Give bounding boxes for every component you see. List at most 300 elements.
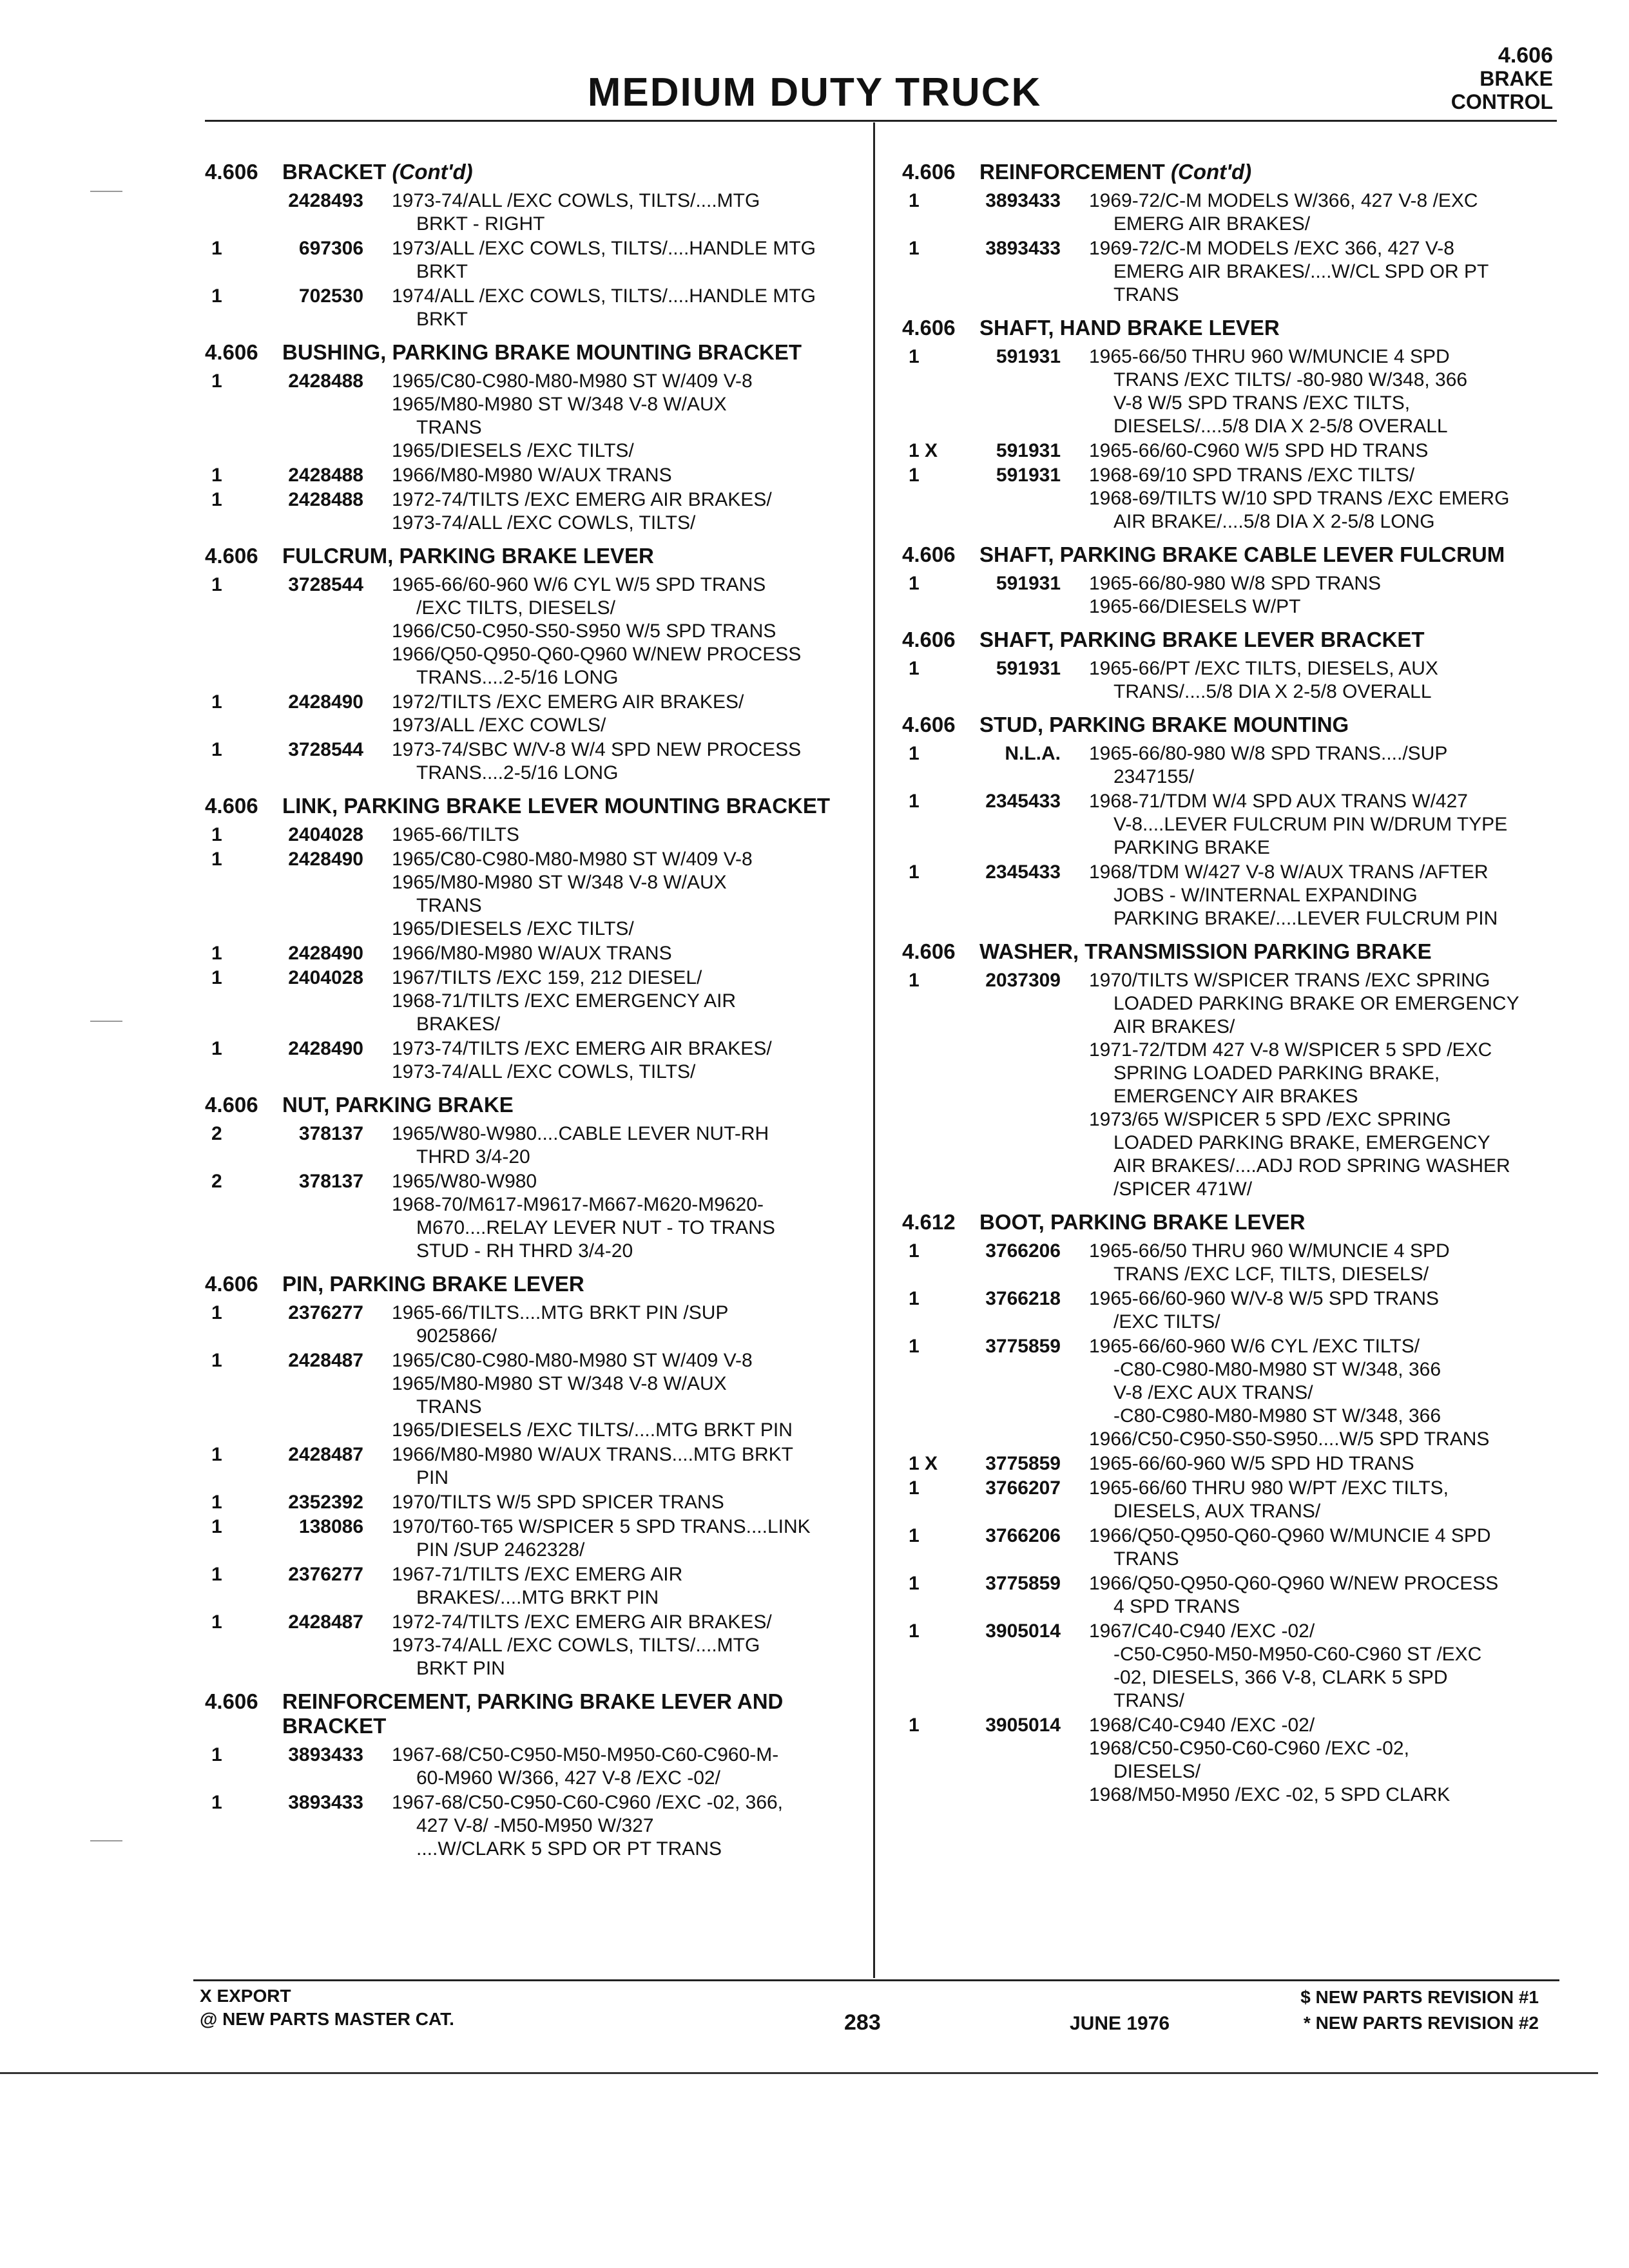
section-name: NUT, PARKING BRAKE — [282, 1093, 514, 1117]
part-number: 3728544 — [288, 739, 363, 760]
application-description — [1089, 189, 1585, 236]
section-heading — [205, 1272, 856, 1296]
description-line: 1966/M80-M980 W/AUX TRANS....MTG BRKT — [392, 1444, 793, 1465]
quantity: 1 — [211, 691, 222, 713]
description-line: 1973-74/ALL /EXC COWLS, TILTS/....MTG — [392, 1635, 760, 1656]
description-line: 1973-74/ALL /EXC COWLS, TILTS/....MTG — [392, 190, 760, 211]
section-heading — [902, 316, 1585, 340]
section-heading — [902, 543, 1585, 567]
description-line: -C80-C980-M80-M980 ST W/348, 366 — [1113, 1405, 1441, 1427]
description-line: M670....RELAY LEVER NUT - TO TRANS — [416, 1217, 775, 1238]
description-line: -C80-C980-M80-M980 ST W/348, 366 — [1113, 1359, 1441, 1380]
application-description — [392, 1037, 856, 1084]
description-line: 1966/Q50-Q950-Q60-Q960 W/MUNCIE 4 SPD — [1089, 1525, 1491, 1546]
description-line: 9025866/ — [416, 1325, 497, 1347]
legend-master-cat: @ NEW PARTS MASTER CAT. — [200, 2009, 454, 2029]
parts-section — [205, 544, 856, 785]
quantity: 2 — [211, 1123, 222, 1144]
section-heading — [205, 1689, 856, 1738]
part-entry — [902, 1335, 1585, 1451]
section-name: WASHER, TRANSMISSION PARKING BRAKE — [979, 939, 1432, 963]
part-entry — [902, 237, 1585, 307]
quantity: 1 — [211, 285, 222, 307]
application-description — [392, 1302, 856, 1348]
description-line: EMERG AIR BRAKES/....W/CL SPD OR PT — [1113, 261, 1489, 282]
description-line: 1970/T60-T65 W/SPICER 5 SPD TRANS....LINK — [392, 1516, 811, 1537]
description-line: 1965/M80-M980 ST W/348 V-8 W/AUX — [392, 394, 727, 415]
description-line: /EXC TILTS, DIESELS/ — [416, 597, 615, 619]
part-entry — [902, 439, 1585, 463]
description-line: TRANS....2-5/16 LONG — [416, 667, 619, 688]
quantity: 2 — [211, 1171, 222, 1192]
quantity: 1 — [211, 943, 222, 964]
section-name-wrap — [282, 1093, 856, 1117]
part-number: 2345433 — [985, 861, 1061, 883]
continued-label: (Cont'd) — [392, 160, 473, 184]
description-line: 1965-66/60-960 W/5 SPD HD TRANS — [1089, 1453, 1414, 1474]
application-description — [1089, 345, 1585, 438]
part-entry — [902, 1452, 1585, 1475]
parts-section — [205, 794, 856, 1084]
section-name: SHAFT, PARKING BRAKE CABLE LEVER FULCRUM — [979, 543, 1505, 566]
quantity: 1 — [211, 824, 222, 845]
part-entry — [205, 848, 856, 941]
part-entry — [902, 345, 1585, 438]
part-number: 591931 — [996, 658, 1061, 679]
application-description — [1089, 1477, 1585, 1523]
description-line: 1965/DIESELS /EXC TILTS/ — [392, 918, 634, 939]
section-number: 4.606 — [205, 794, 258, 818]
description-line: 1965-66/DIESELS W/PT — [1089, 596, 1301, 617]
description-line: TRANS/ — [1113, 1690, 1185, 1711]
description-line: STUD - RH THRD 3/4-20 — [416, 1240, 633, 1262]
part-number: 591931 — [996, 573, 1061, 594]
quantity: 1 — [211, 1611, 222, 1633]
quantity: 1 X — [909, 440, 938, 461]
description-line: 1973-74/SBC W/V-8 W/4 SPD NEW PROCESS — [392, 739, 802, 760]
description-line: BRAKES/ — [416, 1014, 501, 1035]
part-number: 3766218 — [985, 1288, 1061, 1309]
section-name-wrap — [979, 543, 1585, 567]
application-description — [392, 1122, 856, 1169]
description-line: V-8....LEVER FULCRUM PIN W/DRUM TYPE — [1113, 814, 1508, 835]
section-number: 4.612 — [902, 1210, 956, 1234]
parts-section — [205, 1093, 856, 1263]
part-number: 3775859 — [985, 1336, 1061, 1357]
description-line: 1967-71/TILTS /EXC EMERG AIR — [392, 1564, 683, 1585]
part-entry — [205, 573, 856, 689]
section-name-wrap — [282, 1689, 856, 1738]
parts-section — [902, 160, 1585, 307]
section-number: 4.606 — [902, 543, 956, 566]
description-line: BRKT - RIGHT — [416, 213, 545, 235]
section-name-wrap — [979, 939, 1585, 964]
parts-section — [902, 628, 1585, 704]
application-description — [392, 1791, 856, 1861]
application-description — [1089, 464, 1585, 533]
description-line: 1973-74/TILTS /EXC EMERG AIR BRAKES/ — [392, 1038, 772, 1059]
part-entry — [205, 1170, 856, 1263]
description-line: V-8 /EXC AUX TRANS/ — [1113, 1382, 1313, 1403]
part-number: 3775859 — [985, 1573, 1061, 1594]
description-line: 1966/M80-M980 W/AUX TRANS — [392, 465, 672, 486]
application-description — [1089, 1572, 1585, 1619]
description-line: BRKT — [416, 309, 468, 330]
quantity: 1 — [909, 573, 920, 594]
quantity: 1 — [211, 1516, 222, 1537]
section-number: 4.606 — [902, 713, 956, 736]
part-number: 2428488 — [288, 370, 363, 392]
continued-label: (Cont'd) — [1171, 160, 1252, 184]
description-line: 1965-66/60-C960 W/5 SPD HD TRANS — [1089, 440, 1429, 461]
description-line: 1965/DIESELS /EXC TILTS/....MTG BRKT PIN — [392, 1419, 793, 1441]
application-description — [1089, 969, 1585, 1201]
application-description — [1089, 861, 1585, 930]
description-line: 1972-74/TILTS /EXC EMERG AIR BRAKES/ — [392, 489, 772, 510]
section-name-wrap — [282, 794, 856, 818]
part-entry — [902, 657, 1585, 704]
part-entry — [205, 1037, 856, 1084]
section-heading — [902, 939, 1585, 964]
description-line: 1971-72/TDM 427 V-8 W/SPICER 5 SPD /EXC — [1089, 1039, 1492, 1061]
section-heading — [205, 544, 856, 568]
application-description — [1089, 1714, 1585, 1807]
section-name: SHAFT, HAND BRAKE LEVER — [979, 316, 1280, 340]
description-line: AIR BRAKES/....ADJ ROD SPRING WASHER — [1113, 1155, 1510, 1177]
part-number: 2428488 — [288, 489, 363, 510]
part-number: 3766206 — [985, 1240, 1061, 1262]
section-name: BUSHING, PARKING BRAKE MOUNTING BRACKET — [282, 340, 802, 364]
part-number: 702530 — [298, 285, 363, 307]
section-heading — [902, 1210, 1585, 1235]
part-number: 3728544 — [288, 574, 363, 595]
page-title: MEDIUM DUTY TRUCK — [587, 70, 1042, 115]
quantity: 1 — [909, 861, 920, 883]
description-line: ....W/CLARK 5 SPD OR PT TRANS — [416, 1838, 722, 1860]
description-line: 1973/ALL /EXC COWLS/ — [392, 715, 606, 736]
section-name-wrap — [282, 160, 856, 184]
part-entry — [902, 861, 1585, 930]
description-line: 1965/DIESELS /EXC TILTS/ — [392, 440, 634, 461]
part-entry — [902, 969, 1585, 1201]
part-entry — [902, 189, 1585, 236]
part-number: 2376277 — [288, 1564, 363, 1585]
application-description — [1089, 657, 1585, 704]
section-name-wrap — [282, 340, 856, 365]
description-line: 1965-66/60 THRU 980 W/PT /EXC TILTS, — [1089, 1477, 1449, 1499]
parts-section — [902, 1210, 1585, 1807]
parts-section — [205, 1689, 856, 1861]
section-name: FULCRUM, PARKING BRAKE LEVER — [282, 544, 654, 568]
quantity: 1 — [211, 1302, 222, 1323]
part-number: 2428493 — [288, 190, 363, 211]
application-description — [392, 573, 856, 689]
description-line: 1965-66/60-960 W/6 CYL W/5 SPD TRANS — [392, 574, 766, 595]
part-entry — [205, 237, 856, 284]
description-line: TRANS/....5/8 DIA X 2-5/8 OVERALL — [1113, 681, 1432, 702]
part-number: 591931 — [996, 465, 1061, 486]
description-line: TRANS — [416, 1396, 482, 1418]
description-line: 1966/C50-C950-S50-S950 W/5 SPD TRANS — [392, 620, 776, 642]
catalog-date: JUNE 1976 — [1070, 2013, 1170, 2034]
application-description — [1089, 1620, 1585, 1713]
description-line: AIR BRAKE/....5/8 DIA X 2-5/8 LONG — [1113, 511, 1435, 532]
application-description — [392, 1563, 856, 1610]
part-number: 138086 — [298, 1516, 363, 1537]
part-number: 3905014 — [985, 1715, 1061, 1736]
section-name: BOOT, PARKING BRAKE LEVER — [979, 1210, 1306, 1234]
description-line: 1965-66/TILTS — [392, 824, 519, 845]
revision-2: * NEW PARTS REVISION #2 — [1303, 2013, 1539, 2033]
description-line: 4 SPD TRANS — [1113, 1596, 1240, 1617]
section-name-wrap — [979, 316, 1585, 340]
application-description — [1089, 237, 1585, 307]
part-number: 2428490 — [288, 691, 363, 713]
application-description — [392, 1515, 856, 1562]
part-number: N.L.A. — [1005, 743, 1061, 764]
description-line: 1973/ALL /EXC COWLS, TILTS/....HANDLE MTG — [392, 238, 816, 259]
description-line: 1967/TILTS /EXC 159, 212 DIESEL/ — [392, 967, 702, 988]
footer-legend — [200, 1984, 454, 2031]
description-line: 1966/C50-C950-S50-S950....W/5 SPD TRANS — [1089, 1428, 1490, 1450]
description-line: EMERGENCY AIR BRAKES — [1113, 1086, 1358, 1107]
part-entry — [205, 1611, 856, 1680]
description-line: -C50-C950-M50-M950-C60-C960 ST /EXC — [1113, 1644, 1482, 1665]
section-name-wrap — [979, 628, 1585, 652]
part-entry — [902, 1572, 1585, 1619]
bottom-rule — [0, 2072, 1598, 2074]
part-entry — [205, 1744, 856, 1790]
description-line: 1968-69/10 SPD TRANS /EXC TILTS/ — [1089, 465, 1415, 486]
part-entry — [902, 790, 1585, 860]
quantity: 1 — [211, 1444, 222, 1465]
quantity: 1 — [909, 238, 920, 259]
part-entry — [902, 572, 1585, 619]
part-entry — [902, 1287, 1585, 1334]
description-line: 1965-66/TILTS....MTG BRKT PIN /SUP — [392, 1302, 729, 1323]
description-line: 1965-66/80-980 W/8 SPD TRANS — [1089, 573, 1382, 594]
quantity: 1 — [909, 970, 920, 991]
part-number: 2428488 — [288, 465, 363, 486]
quantity: 1 — [211, 489, 222, 510]
quantity: 1 — [211, 1792, 222, 1813]
application-description — [1089, 1452, 1585, 1475]
part-number: 2037309 — [985, 970, 1061, 991]
section-name: REINFORCEMENT, PARKING BRAKE LEVER AND BRACKET — [282, 1689, 784, 1738]
quantity: 1 — [909, 1525, 920, 1546]
description-line: 1965-66/50 THRU 960 W/MUNCIE 4 SPD — [1089, 346, 1450, 367]
section-number: 4.606 — [205, 1689, 258, 1713]
description-line: 1972/TILTS /EXC EMERG AIR BRAKES/ — [392, 691, 744, 713]
header-rule — [205, 120, 1557, 122]
application-description — [1089, 1287, 1585, 1334]
quantity: 1 — [211, 1744, 222, 1765]
part-entry — [205, 1302, 856, 1348]
part-number: 591931 — [996, 346, 1061, 367]
application-description — [392, 1491, 856, 1514]
quantity: 1 — [211, 574, 222, 595]
description-line: PIN — [416, 1467, 449, 1488]
description-line: TRANS....2-5/16 LONG — [416, 762, 619, 783]
description-line: TRANS — [1113, 284, 1179, 305]
quantity: 1 — [909, 1477, 920, 1499]
application-description — [1089, 742, 1585, 789]
part-entry — [205, 464, 856, 487]
section-number: 4.606 — [205, 340, 258, 364]
application-description — [392, 942, 856, 965]
part-number: 2428490 — [288, 849, 363, 870]
application-description — [392, 1744, 856, 1790]
quantity: 1 — [211, 1492, 222, 1513]
part-entry — [205, 1563, 856, 1610]
part-entry — [205, 1349, 856, 1442]
section-name: SHAFT, PARKING BRAKE LEVER BRACKET — [979, 628, 1425, 651]
part-entry — [205, 1122, 856, 1169]
quantity: 1 — [909, 1573, 920, 1594]
description-line: 1967/C40-C940 /EXC -02/ — [1089, 1620, 1315, 1642]
margin-mark — [90, 191, 122, 192]
description-line: 1966/Q50-Q950-Q60-Q960 W/NEW PROCESS — [392, 644, 802, 665]
application-description — [392, 464, 856, 487]
part-entry — [902, 464, 1585, 533]
description-line: 1972-74/TILTS /EXC EMERG AIR BRAKES/ — [392, 1611, 772, 1633]
description-line: -02, DIESELS, 366 V-8, CLARK 5 SPD — [1113, 1667, 1448, 1688]
quantity: 1 — [211, 739, 222, 760]
legend-export: X EXPORT — [200, 1986, 291, 2006]
quantity: 1 — [211, 967, 222, 988]
description-line: 1968/TDM W/427 V-8 W/AUX TRANS /AFTER — [1089, 861, 1489, 883]
description-line: 1965/W80-W980 — [392, 1171, 537, 1192]
part-number: 2376277 — [288, 1302, 363, 1323]
description-line: 1965/W80-W980....CABLE LEVER NUT-RH — [392, 1123, 769, 1144]
quantity: 1 — [909, 1620, 920, 1642]
quantity: 1 — [909, 1288, 920, 1309]
section-number: 4.606 — [205, 544, 258, 568]
description-line: TRANS — [1113, 1548, 1179, 1570]
right-column — [902, 157, 1585, 1816]
part-number: 2352392 — [288, 1492, 363, 1513]
application-description — [1089, 439, 1585, 463]
section-name-wrap — [282, 1272, 856, 1296]
description-line: 1966/M80-M980 W/AUX TRANS — [392, 943, 672, 964]
part-entry — [902, 1714, 1585, 1807]
description-line: 427 V-8/ -M50-M950 W/327 — [416, 1815, 654, 1836]
description-line: TRANS /EXC TILTS/ -80-980 W/348, 366 — [1113, 369, 1468, 390]
part-number: 2428487 — [288, 1350, 363, 1371]
application-description — [392, 1170, 856, 1263]
part-number: 2428487 — [288, 1444, 363, 1465]
section-name: BRACKET — [282, 160, 387, 184]
description-line: PIN /SUP 2462328/ — [416, 1539, 585, 1561]
part-number: 2428487 — [288, 1611, 363, 1633]
section-heading — [205, 160, 856, 184]
column-divider — [873, 122, 875, 1978]
description-line: 1968-71/TILTS /EXC EMERGENCY AIR — [392, 990, 737, 1012]
description-line: THRD 3/4-20 — [416, 1146, 530, 1168]
quantity: 1 — [909, 465, 920, 486]
description-line: PARKING BRAKE/....LEVER FULCRUM PIN — [1113, 908, 1498, 929]
application-description — [392, 823, 856, 847]
description-line: DIESELS/ — [1113, 1761, 1201, 1782]
description-line: TRANS — [416, 895, 482, 916]
description-line: 1966/Q50-Q950-Q60-Q960 W/NEW PROCESS — [1089, 1573, 1499, 1594]
part-entry — [205, 1443, 856, 1490]
section-name: STUD, PARKING BRAKE MOUNTING — [979, 713, 1349, 736]
description-line: LOADED PARKING BRAKE OR EMERGENCY — [1113, 993, 1519, 1014]
description-line: 1973-74/ALL /EXC COWLS, TILTS/ — [392, 512, 696, 533]
description-line: 1965/C80-C980-M80-M980 ST W/409 V-8 — [392, 849, 753, 870]
description-line: 1965-66/60-960 W/V-8 W/5 SPD TRANS — [1089, 1288, 1440, 1309]
parts-section — [205, 160, 856, 331]
section-number: 4.606 — [902, 160, 956, 184]
margin-mark — [90, 1021, 122, 1022]
section-heading — [205, 340, 856, 365]
part-number: 3893433 — [288, 1792, 363, 1813]
section-number: 4.606 — [205, 160, 258, 184]
application-description — [1089, 790, 1585, 860]
part-number: 697306 — [298, 238, 363, 259]
application-description — [392, 1443, 856, 1490]
part-entry — [205, 1491, 856, 1514]
description-line: /EXC TILTS/ — [1113, 1311, 1220, 1332]
section-name-wrap — [979, 160, 1585, 184]
description-line: 1965/M80-M980 ST W/348 V-8 W/AUX — [392, 872, 727, 893]
part-number: 2345433 — [985, 791, 1061, 812]
part-number: 2428490 — [288, 1038, 363, 1059]
revision-1: $ NEW PARTS REVISION #1 — [1300, 1987, 1539, 2007]
description-line: BRAKES/....MTG BRKT PIN — [416, 1587, 659, 1608]
quantity: 1 — [909, 658, 920, 679]
quantity — [205, 189, 260, 236]
section-heading — [902, 628, 1585, 652]
section-name-wrap — [979, 713, 1585, 737]
description-line: TRANS — [416, 417, 482, 438]
quantity: 1 — [211, 1350, 222, 1371]
section-number: 4.606 — [902, 939, 956, 963]
part-entry — [902, 1524, 1585, 1571]
quantity: 1 — [211, 849, 222, 870]
part-number: 591931 — [996, 440, 1061, 461]
part-number: 378137 — [298, 1171, 363, 1192]
quantity: 1 — [211, 1564, 222, 1585]
section-heading — [902, 160, 1585, 184]
section-number: 4.606 — [205, 1272, 258, 1296]
description-line: 1965/C80-C980-M80-M980 ST W/409 V-8 — [392, 1350, 753, 1371]
description-line: EMERG AIR BRAKES/ — [1113, 213, 1311, 235]
description-line: 1965-66/80-980 W/8 SPD TRANS..../SUP — [1089, 743, 1448, 764]
part-entry — [205, 488, 856, 535]
section-name: PIN, PARKING BRAKE LEVER — [282, 1272, 584, 1296]
application-description — [1089, 1335, 1585, 1451]
application-description — [392, 1611, 856, 1680]
part-number: 3766207 — [985, 1477, 1061, 1499]
application-description — [392, 189, 856, 236]
application-description — [1089, 572, 1585, 619]
section-number: 4.606 — [902, 316, 956, 340]
application-description — [392, 738, 856, 785]
parts-section — [205, 340, 856, 535]
application-description — [392, 370, 856, 463]
description-line: DIESELS/....5/8 DIA X 2-5/8 OVERALL — [1113, 416, 1448, 437]
part-entry — [902, 742, 1585, 789]
corner-category-line2: CONTROL — [1451, 90, 1553, 113]
quantity: 1 — [211, 1038, 222, 1059]
application-description — [392, 488, 856, 535]
quantity: 1 X — [909, 1453, 938, 1474]
part-number: 3893433 — [985, 238, 1061, 259]
description-line: SPRING LOADED PARKING BRAKE, — [1113, 1062, 1440, 1084]
description-line: 1974/ALL /EXC COWLS, TILTS/....HANDLE MTG — [392, 285, 816, 307]
